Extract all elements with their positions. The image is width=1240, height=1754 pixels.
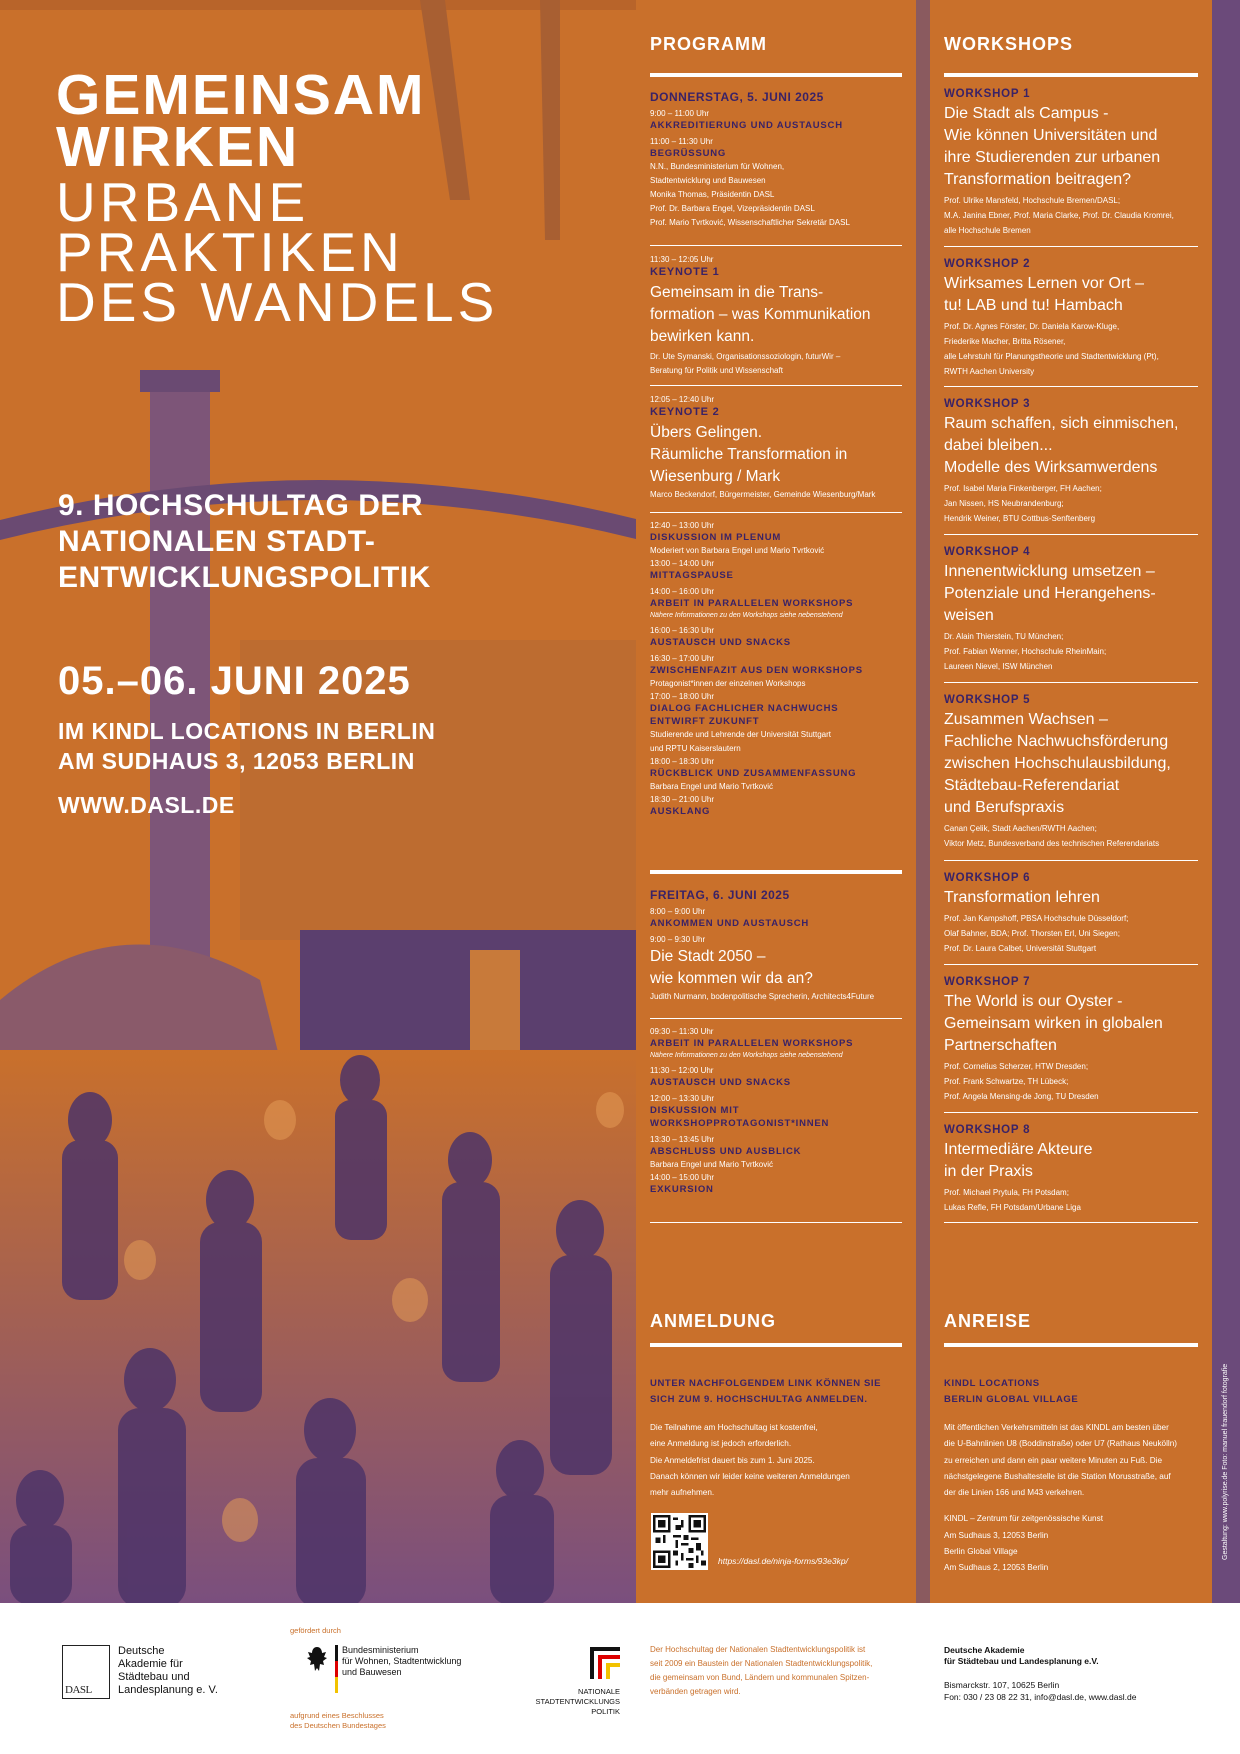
- time-slot: 13:30 – 13:45 Uhr: [650, 1135, 715, 1144]
- about-line: seit 2009 ein Baustein der Nationalen Stadtentwicklungspolitik,: [650, 1659, 873, 1668]
- keynote-title: Übers Gelingen.: [650, 424, 763, 441]
- workshop-lead: alle Hochschule Bremen: [944, 226, 1031, 235]
- agenda-item: ARBEIT IN PARALLELEN WORKSHOPS: [650, 598, 854, 609]
- ministry-name: [342, 1645, 461, 1678]
- keynote-title: Räumliche Transformation in: [650, 446, 848, 463]
- ministry-line: Bundesministerium: [342, 1645, 419, 1655]
- workshop-title: Transformation lehren: [944, 889, 1100, 906]
- workshop-lead: alle Lehrstuhl für Planungstheorie und Stadtentwicklung (Pt),: [944, 352, 1159, 361]
- workshops-heading: WORKSHOPS: [944, 34, 1074, 54]
- program-heading: PROGRAMM: [650, 34, 767, 54]
- travel-address: KINDL – Zentrum für zeitgenössische Kunst: [944, 1514, 1103, 1524]
- agenda-item: MITTAGSPAUSE: [650, 570, 734, 581]
- agenda-item: AUSTAUSCH UND SNACKS: [650, 1077, 791, 1088]
- resolution-line: des Deutschen Bundestages: [290, 1721, 386, 1730]
- time-slot: 11:30 – 12:05 Uhr: [650, 255, 714, 264]
- workshop-lead: Prof. Dr. Agnes Förster, Dr. Daniela Karow-Kluge,: [944, 322, 1120, 331]
- website-link[interactable]: WWW.DASL.DE: [58, 792, 235, 818]
- org-contact-line[interactable]: Fon: 030 / 23 08 22 31, info@dasl.de, www.dasl.de: [944, 1692, 1137, 1702]
- workshop-title: Gemeinsam wirken in globalen: [944, 1015, 1163, 1032]
- registration-lead: SICH ZUM 9. HOCHSCHULTAG ANMELDEN.: [650, 1394, 868, 1405]
- nsp-name: [530, 1687, 620, 1717]
- agenda-item: AKKREDITIERUNG UND AUSTAUSCH: [650, 120, 843, 131]
- divider: [650, 73, 902, 77]
- talk-title: Die Stadt 2050 –: [650, 948, 766, 965]
- workshop-title: Innenentwicklung umsetzen –: [944, 563, 1155, 580]
- travel-address: Berlin Global Village: [944, 1547, 1018, 1557]
- org-contact: [944, 1679, 1136, 1703]
- org-name-line: Deutsche Akademie: [944, 1645, 1025, 1655]
- divider: [650, 512, 902, 513]
- org-address: Bismarckstr. 107, 10625 Berlin: [944, 1680, 1060, 1690]
- workshop-title: Fachliche Nachwuchsförderung: [944, 733, 1169, 750]
- time-slot: 8:00 – 9:00 Uhr: [650, 907, 706, 916]
- travel-text: nächstgelegene Bushaltestelle ist die Station Morusstraße, auf: [944, 1471, 1171, 1481]
- speaker: Stadtentwicklung und Bauwesen: [650, 176, 766, 185]
- agenda-item: WORKSHOPPROTAGONIST*INNEN: [650, 1118, 830, 1129]
- divider: [944, 682, 1198, 683]
- workshop-lead: Olaf Bahner, BDA; Prof. Thorsten Erl, Uni Siegen;: [944, 929, 1120, 938]
- column-gap: [916, 0, 930, 1603]
- title-line-1: GEMEINSAM: [56, 63, 426, 127]
- agenda-item: ABSCHLUSS UND AUSBLICK: [650, 1146, 802, 1157]
- nsp-line: STADTENTWICKLUNGS: [535, 1697, 620, 1706]
- workshop-2: [944, 258, 1198, 379]
- ministry-line: und Bauwesen: [342, 1667, 402, 1677]
- dasl-name: [118, 1645, 218, 1697]
- org-name: [944, 1645, 1099, 1667]
- workshop-lead: Prof. Isabel Maria Finkenberger, FH Aachen;: [944, 484, 1102, 493]
- workshop-lead: Prof. Angela Mensing-de Jong, TU Dresden: [944, 1092, 1099, 1101]
- time-slot: 11:30 – 12:00 Uhr: [650, 1066, 714, 1075]
- workshop-title: zwischen Hochschulausbildung,: [944, 755, 1171, 772]
- time-slot: 16:30 – 17:00 Uhr: [650, 654, 715, 663]
- workshop-title: Städtebau-Referendariat: [944, 777, 1120, 794]
- time-slot: 12:40 – 13:00 Uhr: [650, 521, 715, 530]
- dasl-line: Landesplanung e. V.: [118, 1684, 218, 1696]
- time-slot: 13:00 – 14:00 Uhr: [650, 559, 715, 568]
- workshop-3: [944, 398, 1198, 526]
- agenda-item: BEGRÜSSUNG: [650, 148, 727, 159]
- agenda-item: ANKOMMEN UND AUSTAUSCH: [650, 918, 810, 929]
- time-slot: 18:30 – 21:00 Uhr: [650, 795, 715, 804]
- registration-link[interactable]: https://dasl.de/ninja-forms/93e3kp/: [718, 1556, 848, 1566]
- travel-lead: BERLIN GLOBAL VILLAGE: [944, 1394, 1079, 1405]
- time-slot: 12:00 – 13:30 Uhr: [650, 1094, 715, 1103]
- bundestag-resolution: [290, 1711, 386, 1731]
- title-line-2: WIRKEN: [56, 115, 300, 179]
- speaker: Protagonist*innen der einzelnen Workshops: [650, 679, 806, 688]
- divider: [650, 870, 902, 874]
- footer: [0, 1603, 1240, 1754]
- speaker: Barbara Engel und Mario Tvrtković: [650, 782, 774, 791]
- dasl-logo: [62, 1645, 110, 1699]
- divider: [650, 1018, 902, 1019]
- keynote-title: Wiesenburg / Mark: [650, 468, 781, 485]
- time-slot: 14:00 – 16:00 Uhr: [650, 587, 715, 596]
- divider: [944, 1343, 1198, 1347]
- dasl-line: Städtebau und: [118, 1671, 190, 1683]
- travel-text: Mit öffentlichen Verkehrsmitteln ist das KINDL am besten über: [944, 1423, 1169, 1432]
- agenda-item: ENTWIRFT ZUKUNFT: [650, 716, 760, 727]
- registration-text: Die Teilnahme am Hochschultag ist kostenfrei,: [650, 1423, 818, 1432]
- agenda-item: DISKUSSION MIT: [650, 1105, 740, 1116]
- time-slot: 18:00 – 18:30 Uhr: [650, 757, 715, 766]
- workshop-lead: M.A. Janina Ebner, Prof. Maria Clarke, Prof. Dr. Claudia Kromrei,: [944, 211, 1174, 220]
- resolution-line: aufgrund eines Beschlusses: [290, 1711, 384, 1720]
- divider: [944, 534, 1198, 535]
- workshop-title: Potenziale und Herangehens-: [944, 585, 1156, 602]
- speaker: Monika Thomas, Präsidentin DASL: [650, 190, 775, 199]
- funded-by: gefördert durch: [290, 1626, 341, 1635]
- registration-text: Danach können wir leider keine weiteren Anmeldungen: [650, 1471, 850, 1481]
- title-line-4: PRAKTIKEN: [56, 221, 404, 283]
- travel-heading: ANREISE: [944, 1311, 1032, 1331]
- workshop-lead: Laureen Nievel, ISW München: [944, 662, 1053, 671]
- workshop-5: [944, 694, 1198, 851]
- keynote-1: [650, 250, 902, 378]
- day1-label: DONNERSTAG, 5. JUNI 2025: [650, 90, 824, 104]
- workshop-lead: Prof. Ulrike Mansfeld, Hochschule Bremen/DASL;: [944, 196, 1121, 205]
- time-slot: 11:00 – 11:30 Uhr: [650, 137, 713, 146]
- keynote-label: KEYNOTE 2: [650, 406, 720, 418]
- registration-text: eine Anmeldung ist jedoch erforderlich.: [650, 1439, 792, 1449]
- org-name-line: für Städtebau und Landesplanung e.V.: [944, 1656, 1099, 1666]
- day1-block-a: [650, 88, 902, 230]
- travel-address: Am Sudhaus 3, 12053 Berlin: [944, 1530, 1049, 1540]
- divider: [650, 245, 902, 246]
- workshop-1: [944, 88, 1198, 238]
- title-line-5: DES WANDELS: [56, 271, 499, 333]
- workshop-lead: Prof. Cornelius Scherzer, HTW Dresden;: [944, 1062, 1089, 1071]
- speaker: Dr. Ute Symanski, Organisationssoziologin, futurWir –: [650, 352, 841, 361]
- travel-address: Am Sudhaus 2, 12053 Berlin: [944, 1563, 1049, 1573]
- workshop-title: weisen: [944, 607, 994, 624]
- workshop-title: The World is our Oyster -: [944, 993, 1123, 1010]
- agenda-item: EXKURSION: [650, 1184, 714, 1195]
- time-slot: 14:00 – 15:00 Uhr: [650, 1173, 715, 1182]
- about-line: Der Hochschultag der Nationalen Stadtentwicklungspolitik ist: [650, 1645, 866, 1654]
- subtitle-line-3: ENTWICKLUNGSPOLITIK: [58, 561, 431, 594]
- keynote-label: KEYNOTE 1: [650, 266, 720, 278]
- workshop-title: tu! LAB und tu! Hambach: [944, 297, 1123, 314]
- right-strip: [1212, 0, 1240, 1603]
- time-slot: 9:00 – 11:00 Uhr: [650, 109, 710, 118]
- agenda-item: ZWISCHENFAZIT AUS DEN WORKSHOPS: [650, 665, 863, 676]
- workshop-lead: Prof. Michael Prytula, FH Potsdam;: [944, 1188, 1069, 1197]
- workshop-title: Wirksames Lernen vor Ort –: [944, 275, 1145, 292]
- workshop-title: und Berufspraxis: [944, 799, 1065, 816]
- qr-code-icon[interactable]: [651, 1513, 708, 1570]
- about-line: die gemeinsam von Bund, Ländern und kommunalen Spitzen-: [650, 1673, 870, 1682]
- travel-lead: KINDL LOCATIONS: [944, 1378, 1040, 1389]
- registration-text: mehr aufnehmen.: [650, 1488, 715, 1498]
- dasl-logo-text: DASL: [65, 1684, 92, 1696]
- workshop-label: WORKSHOP 6: [944, 872, 1031, 884]
- divider: [944, 860, 1198, 861]
- federal-eagle-icon: [306, 1645, 328, 1673]
- venue-line-1: IM KINDL LOCATIONS IN BERLIN: [58, 718, 436, 744]
- nsp-line: NATIONALE: [578, 1687, 620, 1696]
- agenda-item: DIALOG FACHLICHER NACHWUCHS: [650, 703, 839, 714]
- about-line: verbänden getragen wird.: [650, 1687, 741, 1696]
- workshop-title: ihre Studierenden zur urbanen: [944, 149, 1161, 166]
- talk-title: wie kommen wir da an?: [650, 970, 813, 987]
- day1-block-b: [650, 516, 902, 818]
- note: Nähere Informationen zu den Workshops siehe nebenstehend: [650, 612, 843, 619]
- divider: [650, 1343, 902, 1347]
- speaker: Prof. Mario Tvrtković, Wissenschaftlicher Sekretär DASL: [650, 218, 850, 227]
- workshop-lead: Lukas Refle, FH Potsdam/Urbane Liga: [944, 1203, 1081, 1212]
- workshop-title: Zusammen Wachsen –: [944, 711, 1108, 728]
- subtitle-line-1: 9. HOCHSCHULTAG DER: [58, 489, 424, 522]
- workshop-title: Partnerschaften: [944, 1037, 1057, 1054]
- agenda-item: DISKUSSION IM PLENUM: [650, 532, 782, 543]
- workshop-lead: RWTH Aachen University: [944, 367, 1035, 376]
- agenda-item: ARBEIT IN PARALLELEN WORKSHOPS: [650, 1038, 854, 1049]
- workshop-lead: Canan Çelik, Stadt Aachen/RWTH Aachen;: [944, 824, 1097, 833]
- workshop-lead: Viktor Metz, Bundesverband des technischen Referendariats: [944, 839, 1160, 848]
- registration-heading: ANMELDUNG: [650, 1311, 776, 1331]
- divider: [650, 385, 902, 386]
- workshop-6: [944, 872, 1198, 956]
- speaker: Marco Beckendorf, Bürgermeister, Gemeinde Wiesenburg/Mark: [650, 490, 876, 499]
- speaker: Prof. Dr. Barbara Engel, Vizepräsidentin DASL: [650, 204, 815, 213]
- speaker: und RPTU Kaiserslautern: [650, 744, 741, 753]
- travel-text: die U-Bahnlinien U8 (Boddinstraße) oder U7 (Rathaus Neukölln): [944, 1439, 1178, 1449]
- workshop-label: WORKSHOP 1: [944, 88, 1031, 100]
- workshop-title: Transformation beitragen?: [944, 171, 1132, 188]
- keynote-title: Gemeinsam in die Trans-: [650, 284, 824, 301]
- workshop-title: Raum schaffen, sich einmischen,: [944, 415, 1179, 432]
- workshop-title: in der Praxis: [944, 1163, 1033, 1180]
- note: Nähere Informationen zu den Workshops siehe nebenstehend: [650, 1052, 843, 1059]
- keynote-title: formation – was Kommunikation: [650, 306, 871, 323]
- subtitle-line-2: NATIONALEN STADT-: [58, 525, 376, 558]
- workshop-title: Wie können Universitäten und: [944, 127, 1158, 144]
- workshop-title: Intermediäre Akteure: [944, 1141, 1093, 1158]
- speaker: N.N., Bundesministerium für Wohnen,: [650, 162, 785, 171]
- day2-block-a: [650, 886, 902, 1004]
- divider: [944, 1112, 1198, 1113]
- event-date: 05.–06. JUNI 2025: [58, 659, 411, 703]
- divider: [944, 1222, 1198, 1223]
- travel-text: zu erreichen und dann ein paar weitere Minuten zu Fuß. Die: [944, 1455, 1163, 1465]
- keynote-title: bewirken kann.: [650, 328, 755, 345]
- speaker: Beratung für Politik und Wissenschaft: [650, 366, 783, 375]
- nsp-logo-icon: [590, 1647, 620, 1679]
- workshop-8: [944, 1124, 1198, 1215]
- workshop-label: WORKSHOP 4: [944, 546, 1031, 558]
- speaker: Barbara Engel und Mario Tvrtković: [650, 1160, 774, 1169]
- workshop-title: dabei bleiben...: [944, 437, 1053, 454]
- workshop-label: WORKSHOP 5: [944, 694, 1031, 706]
- time-slot: 09:30 – 11:30 Uhr: [650, 1027, 714, 1036]
- workshop-title: Die Stadt als Campus -: [944, 105, 1109, 122]
- workshop-label: WORKSHOP 2: [944, 258, 1031, 270]
- divider: [650, 1222, 902, 1223]
- registration-text: Die Anmeldefrist dauert bis zum 1. Juni 2025.: [650, 1455, 815, 1465]
- speaker: Studierende und Lehrende der Universität Stuttgart: [650, 730, 832, 739]
- workshop-label: WORKSHOP 3: [944, 398, 1031, 410]
- time-slot: 9:00 – 9:30 Uhr: [650, 935, 706, 944]
- workshop-7: [944, 976, 1198, 1104]
- registration-lead: UNTER NACHFOLGENDEM LINK KÖNNEN SIE: [650, 1378, 882, 1389]
- divider: [944, 386, 1198, 387]
- workshop-4: [944, 546, 1198, 674]
- workshop-label: WORKSHOP 8: [944, 1124, 1031, 1136]
- agenda-item: AUSTAUSCH UND SNACKS: [650, 637, 791, 648]
- workshop-title: Modelle des Wirksamwerdens: [944, 459, 1158, 476]
- dasl-line: Akademie für: [118, 1658, 183, 1670]
- title-line-3: URBANE: [56, 171, 310, 233]
- venue-line-2: AM SUDHAUS 3, 12053 BERLIN: [58, 748, 415, 774]
- speaker: Moderiert von Barbara Engel und Mario Tvrtković: [650, 546, 825, 555]
- workshop-lead: Prof. Fabian Wenner, Hochschule RheinMain;: [944, 647, 1107, 656]
- divider: [944, 246, 1198, 247]
- travel-block: [944, 1376, 1198, 1577]
- workshop-lead: Hendrik Weiner, BTU Cottbus-Senftenberg: [944, 514, 1096, 523]
- day2-label: FREITAG, 6. JUNI 2025: [650, 888, 790, 902]
- divider: [944, 964, 1198, 965]
- program-about: [650, 1643, 872, 1699]
- speaker: Judith Nurmann, bodenpolitische Sprecherin, Architects4Future: [650, 992, 875, 1001]
- workshop-lead: Prof. Jan Kampshoff, PBSA Hochschule Düsseldorf;: [944, 914, 1129, 923]
- day2-block-b: [650, 1022, 902, 1196]
- travel-text: der die Linien 166 und M43 verkehren.: [944, 1488, 1085, 1498]
- ministry-line: für Wohnen, Stadtentwicklung: [342, 1656, 462, 1666]
- german-flag-icon: [335, 1645, 338, 1693]
- workshop-lead: Friederike Macher, Britta Rösener,: [944, 337, 1066, 346]
- workshop-lead: Prof. Frank Schwartze, TH Lübeck;: [944, 1077, 1069, 1086]
- time-slot: 16:00 – 16:30 Uhr: [650, 626, 715, 635]
- workshop-lead: Prof. Dr. Laura Calbet, Universität Stuttgart: [944, 944, 1097, 953]
- time-slot: 17:00 – 18:00 Uhr: [650, 692, 715, 701]
- registration-block: [650, 1376, 902, 1501]
- nsp-line: POLITIK: [591, 1707, 620, 1716]
- agenda-item: RÜCKBLICK UND ZUSAMMENFASSUNG: [650, 768, 857, 779]
- workshop-label: WORKSHOP 7: [944, 976, 1031, 988]
- workshop-lead: Dr. Alain Thierstein, TU München;: [944, 632, 1064, 641]
- keynote-2: [650, 390, 902, 502]
- design-credit: Gestaltung: www.polyrise.de Foto: manuel frauendorf fotografie: [1222, 1363, 1229, 1560]
- workshop-lead: Jan Nissen, HS Neubrandenburg;: [944, 499, 1064, 508]
- dasl-line: Deutsche: [118, 1645, 165, 1657]
- divider: [944, 73, 1198, 77]
- agenda-item: AUSKLANG: [650, 806, 711, 817]
- time-slot: 12:05 – 12:40 Uhr: [650, 395, 715, 404]
